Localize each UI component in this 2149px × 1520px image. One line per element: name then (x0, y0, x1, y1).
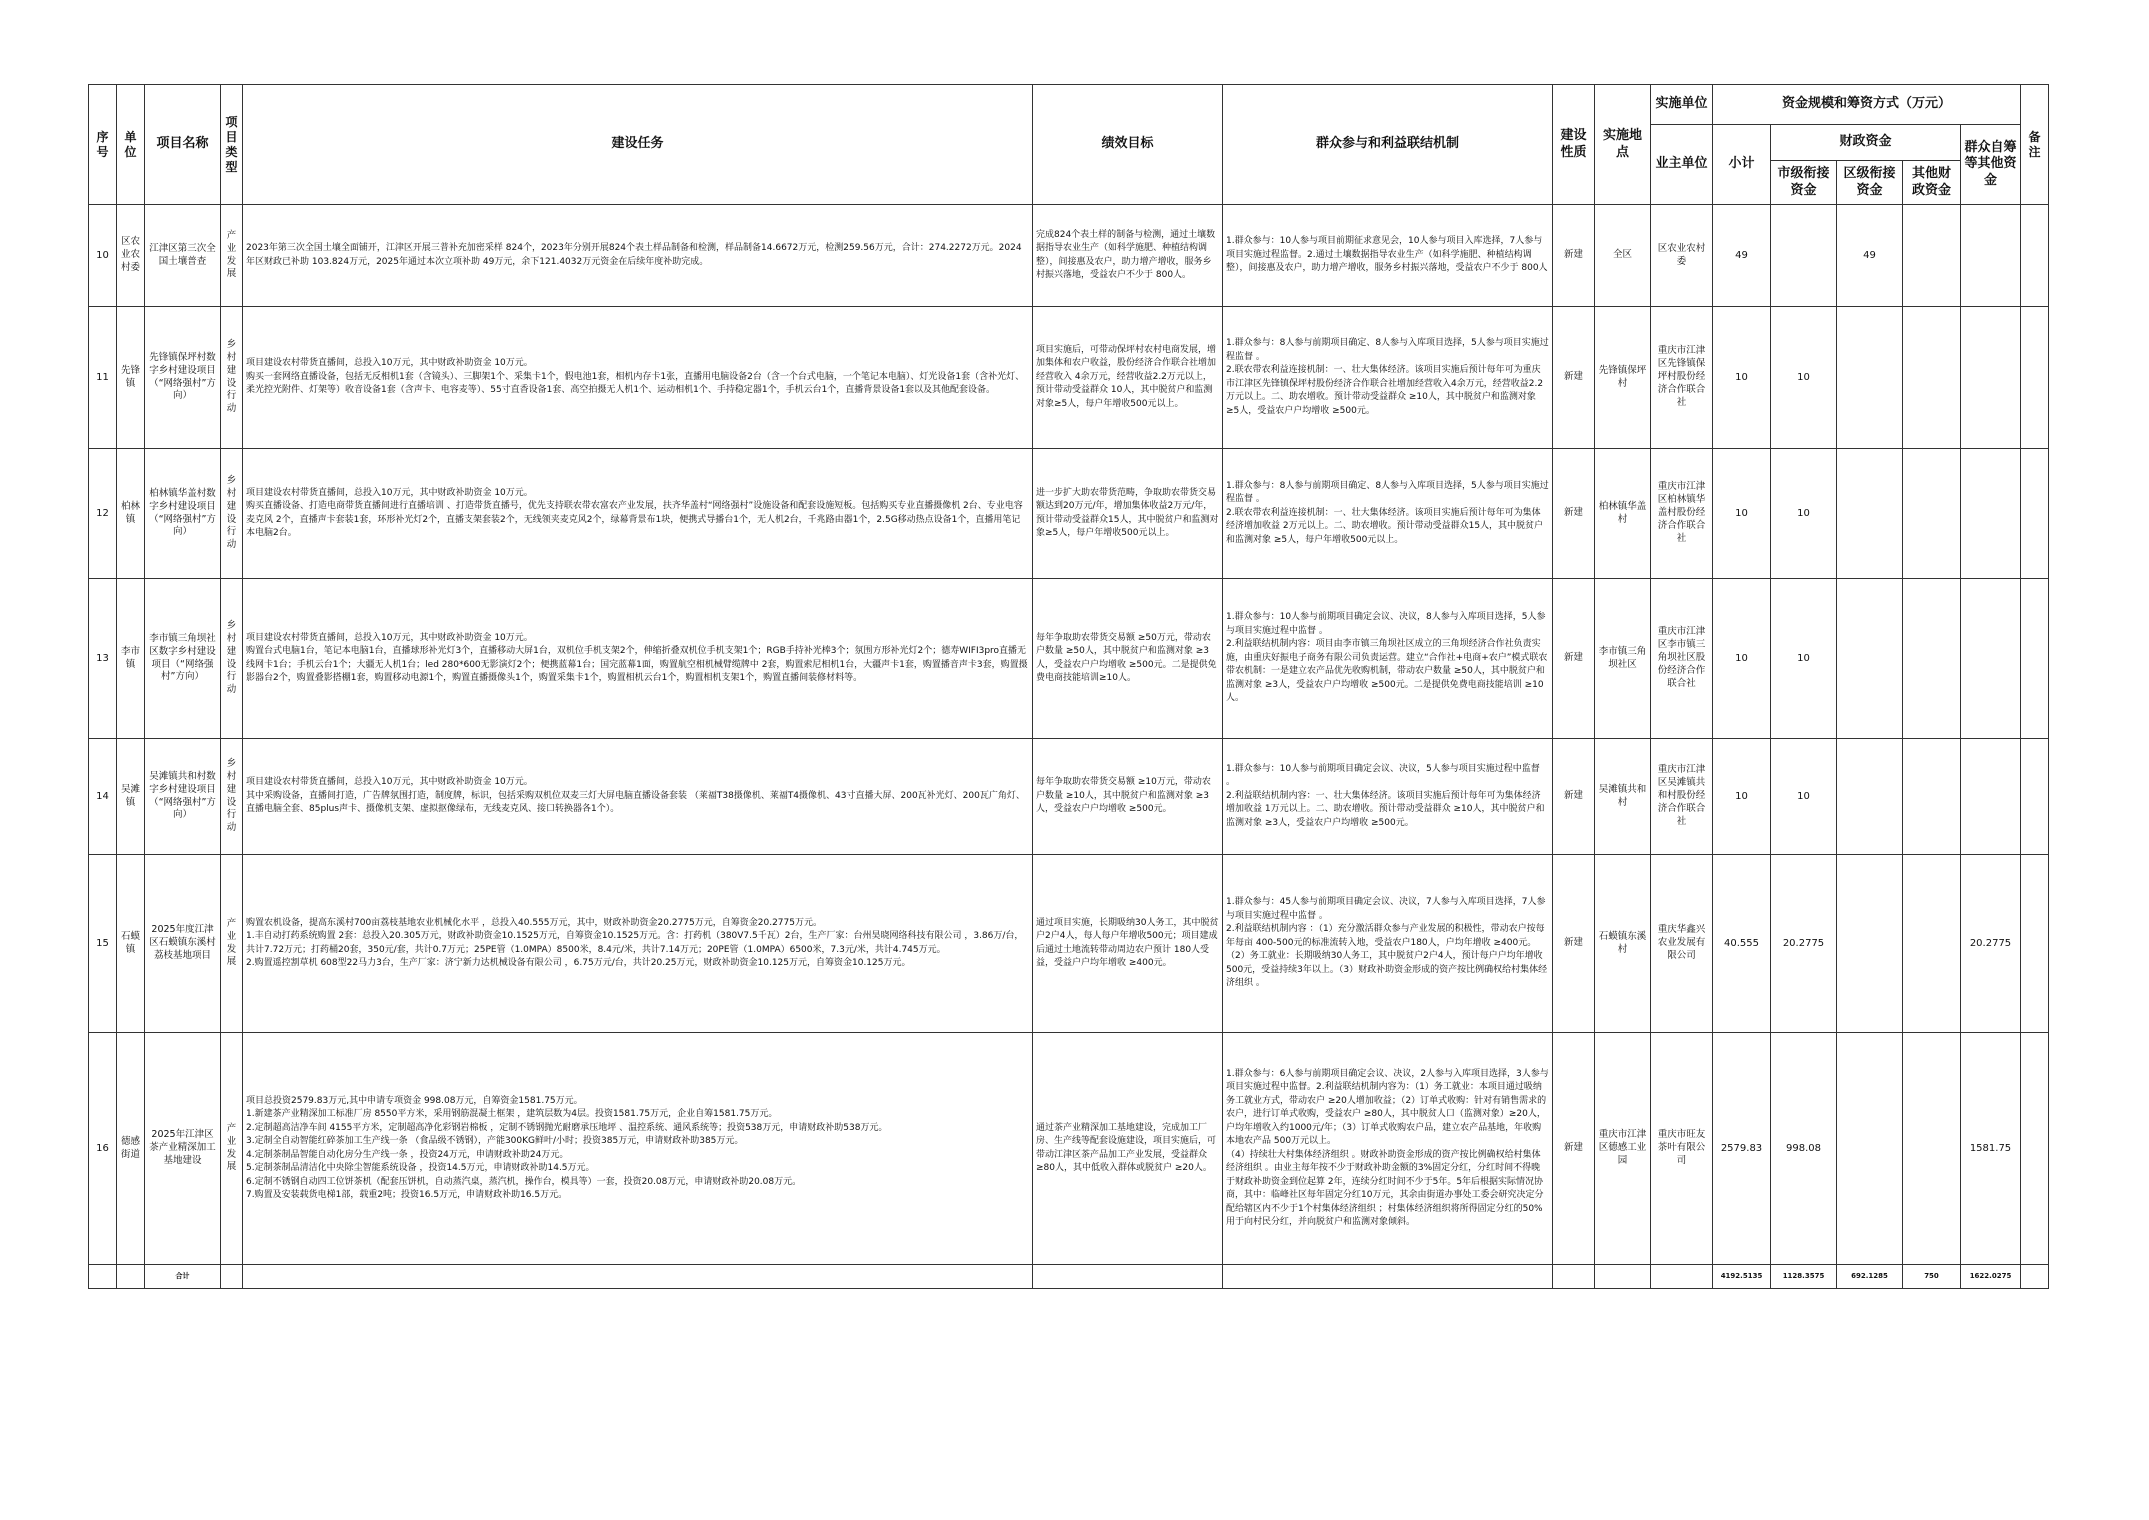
cell-mech: 1.群众参与：10人参与项目前期征求意见会，10人参与项目入库选择，7人参与项目实施过程监督。2.通过土壤数据指导农业生产（如科学施肥、种植结构调整），间接惠及农户，助力增产增收，服务乡村振兴落地，受益农户不少于 800人 (1223, 205, 1553, 307)
table-row (89, 1033, 2049, 1265)
cell-district (1837, 739, 1903, 855)
cell-other-fiscal (1903, 307, 1961, 449)
cell-remark (2021, 739, 2049, 855)
total-district: 692.1285 (1837, 1265, 1903, 1289)
cell-type: 产业发展 (221, 205, 243, 307)
cell-owner: 重庆市江津区柏林镇华盖村股份经济合作联合社 (1651, 449, 1713, 579)
cell-subtotal: 2579.83 (1713, 1033, 1771, 1265)
header-unit: 单位 (117, 85, 145, 205)
cell-nature: 新建 (1553, 1033, 1595, 1265)
header-mech: 群众参与和利益联结机制 (1223, 85, 1553, 205)
cell-type: 乡村建设行动 (221, 307, 243, 449)
cell-location: 李市镇三角坝社区 (1595, 579, 1651, 739)
table-row (89, 307, 2049, 449)
cell-seq: 16 (89, 1033, 117, 1265)
cell-nature: 新建 (1553, 855, 1595, 1033)
cell-name: 先锋镇保坪村数字乡村建设项目（“网络强村”方向） (145, 307, 221, 449)
cell-remark (2021, 579, 2049, 739)
cell-self-raised (1961, 307, 2021, 449)
cell-unit: 柏林镇 (117, 449, 145, 579)
cell-task: 项目总投资2579.83万元,其中申请专项资金 998.08万元，自筹资金1581.75万元。 1.新建茶产业精深加工标准厂房 8550平方米，采用钢筋混凝土框架 ，建筑层数为4层。投资1581.75万元，企业自筹1581.75万元。 2.定制超高洁净车间 4155平方米，定制超高净化彩钢岩棉板 ，定制不锈钢抛光耐磨承压地坪 、温控系统、通风系统等；投资538万元，申请财政补助538万元。 3.定制全自动智能红碎茶加工生产线一条 （食品级不锈钢），产能300KG鲜叶/小时；投资385万元，申请财政补助385万元。 4.定制茶制品智能自动化房分生产线一条 ，投资24万元，申请财政补助24万元。 5.定制茶制品清洁化中央除尘智能系统设备 ，投资14.5万元，申请财政补助14.5万元。 6.定制不锈钢自动四工位饼茶机（配套压饼机，自动蒸汽桌，蒸汽机，操作台，模具等）一套，投资20.08万元，申请财政补助20.08万元。 7.购置及安装载货电梯1部，载重2吨；投资16.5万元，申请财政补助16.5万元。 (243, 1033, 1033, 1265)
cell-goal: 通过茶产业精深加工基地建设，完成加工厂房、生产线等配套设施建设，项目实施后，可带动江津区茶产品加工产业发展，受益群众 ≥80人，其中低收入群体或脱贫户 ≥20人。 (1033, 1033, 1223, 1265)
cell-goal: 项目实施后，可带动保坪村农村电商发展，增加集体和农户收益，股份经济合作联合社增加经营收入 4余万元，经营收益2.2万元以上，预计带动受益群众 10人，其中脱贫户和监测对象≥5人，每户年增收500元以上。 (1033, 307, 1223, 449)
cell-subtotal: 10 (1713, 739, 1771, 855)
cell-seq: 10 (89, 205, 117, 307)
header-location: 实施地点 (1595, 85, 1651, 205)
cell-unit: 吴滩镇 (117, 739, 145, 855)
table-header (89, 85, 2049, 205)
total-subtotal: 4192.5135 (1713, 1265, 1771, 1289)
cell-district: 49 (1837, 205, 1903, 307)
cell-district (1837, 855, 1903, 1033)
header-goal: 绩效目标 (1033, 85, 1223, 205)
cell-subtotal: 40.555 (1713, 855, 1771, 1033)
cell-remark (2021, 1033, 2049, 1265)
total-empty (221, 1265, 243, 1289)
cell-goal: 每年争取助农带货交易额 ≥10万元，带动农户数量 ≥10人，其中脱贫户和监测对象 ≥3人，受益农户户均增收 ≥500元。 (1033, 739, 1223, 855)
cell-nature: 新建 (1553, 579, 1595, 739)
cell-unit: 石蟆镇 (117, 855, 145, 1033)
cell-city (1771, 205, 1837, 307)
cell-mech: 1.群众参与：45人参与前期项目确定会议、决议，7人参与入库项目选择，7人参与项目实施过程中监督 。 2.利益联结机制内容 ：（1）充分激活群众参与产业发展的积极性，带动农户按每年每亩 400-500元的标准流转入地，受益农户180人，户均年增收 ≥400元。（2）务工就业：长期吸纳30人务工，其中脱贫户2户4人，预计每户户均年增收500元，受益持续3年以上。（3）财政补助资金形成的资产按比例确权给村集体经济组织 。 (1223, 855, 1553, 1033)
cell-owner: 重庆市江津区吴滩镇共和村股份经济合作联合社 (1651, 739, 1713, 855)
cell-city: 998.08 (1771, 1033, 1837, 1265)
cell-nature: 新建 (1553, 205, 1595, 307)
project-table-sheet (88, 84, 2048, 1289)
total-city: 1128.3575 (1771, 1265, 1837, 1289)
total-empty (243, 1265, 1033, 1289)
cell-mech: 1.群众参与：10人参与前期项目确定会议、决议，5人参与项目实施过程中监督 。 2.利益联结机制内容：一、壮大集体经济。该项目实施后预计每年可为集体经济增加收益 1万元以上。二、助农增收。预计带动受益群众 ≥10人，其中脱贫户和监测对象 ≥3人，受益农户户均增收 ≥500元。 (1223, 739, 1553, 855)
cell-location: 全区 (1595, 205, 1651, 307)
total-self-raised: 1622.0275 (1961, 1265, 2021, 1289)
total-empty (1223, 1265, 1553, 1289)
header-other-fiscal: 其他财政资金 (1903, 161, 1961, 205)
cell-goal: 完成824个表土样的制备与检测，通过土壤数据指导农业生产（如科学施肥、种植结构调整），间接惠及农户，助力增产增收，服务乡村振兴落地，受益农户不少于 800人。 (1033, 205, 1223, 307)
cell-other-fiscal (1903, 205, 1961, 307)
total-label: 合计 (145, 1265, 221, 1289)
cell-nature: 新建 (1553, 307, 1595, 449)
cell-task: 项目建设农村带货直播间，总投入10万元，其中财政补助资金 10万元。 购置台式电脑1台，笔记本电脑1台，直播球形补光灯3个，直播移动大屏1台，双机位手机支架2个，伸缩折叠双机位手机支架1个；RGB手持补光棒3个；氛围方形补光灯2个；德寿WIFI3pro直播无线网卡1台；手机云台1个；大疆无人机1台；led 280*600无影演灯2个；便携蓝幕1台；国完蓝幕1面，购置航空相机械臂缆牌中 2套，购置索尼相机1台，大疆声卡1套，购置播音声卡3套，购置摄影器台2个，购置叠影搭棚1套，购置移动电源1个，购置直播摄像头1个，购置采集卡1个，购置相机云台1个，购置相机支架1个，购置直播间装修材料等。 (243, 579, 1033, 739)
cell-other-fiscal (1903, 1033, 1961, 1265)
total-empty (1553, 1265, 1595, 1289)
cell-remark (2021, 855, 2049, 1033)
cell-unit: 先锋镇 (117, 307, 145, 449)
cell-self-raised: 1581.75 (1961, 1033, 2021, 1265)
cell-owner: 区农业农村委 (1651, 205, 1713, 307)
total-row (89, 1265, 2049, 1289)
cell-task: 2023年第三次全国土壤全面铺开，江津区开展三普补充加密采样 824个，2023年分别开展824个表土样品制备和检测，样品制备14.6672万元，检测259.56万元，合计：274.2272万元。2024年区财政已补助 103.824万元，2025年通过本次立项补助 49万元，余下121.4032万元资金在后续年度补助完成。 (243, 205, 1033, 307)
cell-owner: 重庆市江津区李市镇三角坝社区股份经济合作联合社 (1651, 579, 1713, 739)
header-task: 建设任务 (243, 85, 1033, 205)
cell-city: 10 (1771, 579, 1837, 739)
cell-seq: 11 (89, 307, 117, 449)
cell-self-raised: 20.2775 (1961, 855, 2021, 1033)
cell-name: 李市镇三角坝社区数字乡村建设项目（“网络强村”方向） (145, 579, 221, 739)
header-district: 区级衔接资金 (1837, 161, 1903, 205)
cell-subtotal: 10 (1713, 579, 1771, 739)
cell-remark (2021, 205, 2049, 307)
cell-unit: 李市镇 (117, 579, 145, 739)
total-empty (89, 1265, 117, 1289)
header-funds: 资金规模和筹资方式（万元） (1713, 85, 2021, 125)
cell-self-raised (1961, 579, 2021, 739)
cell-remark (2021, 307, 2049, 449)
cell-name: 江津区第三次全国土壤普查 (145, 205, 221, 307)
header-city: 市级衔接资金 (1771, 161, 1837, 205)
cell-location: 先锋镇保坪村 (1595, 307, 1651, 449)
cell-subtotal: 10 (1713, 307, 1771, 449)
cell-self-raised (1961, 449, 2021, 579)
cell-subtotal: 10 (1713, 449, 1771, 579)
header-impl-unit: 实施单位 (1651, 85, 1713, 125)
cell-seq: 14 (89, 739, 117, 855)
cell-owner: 重庆市旺友茶叶有限公司 (1651, 1033, 1713, 1265)
cell-city: 10 (1771, 307, 1837, 449)
table-body (89, 205, 2049, 1289)
cell-city: 10 (1771, 739, 1837, 855)
cell-seq: 13 (89, 579, 117, 739)
table-row (89, 205, 2049, 307)
cell-other-fiscal (1903, 739, 1961, 855)
cell-goal: 通过项目实施，长期吸纳30人务工，其中脱贫户2户4人，每人每户年增收500元；项目建成后通过土地流转带动周边农户预计 180人受益，受益户户均年增收 ≥400元。 (1033, 855, 1223, 1033)
cell-location: 柏林镇华盖村 (1595, 449, 1651, 579)
cell-nature: 新建 (1553, 739, 1595, 855)
total-empty (1033, 1265, 1223, 1289)
cell-subtotal: 49 (1713, 205, 1771, 307)
cell-task: 项目建设农村带货直播间，总投入10万元，其中财政补助资金 10万元。 其中采购设备，直播间打造，广告牌氛围打造，制度牌，标识，包括采购双机位双麦三灯大屏电脑直播设备套装 （莱福T38摄像机、莱福T4摄像机、43寸直播大屏、200瓦补光灯、200瓦广角灯、直播电脑全套、85plus声卡、摄像机支架、虚拟抠像绿布，无线麦克风、接口转换器各1个）。 (243, 739, 1033, 855)
cell-seq: 12 (89, 449, 117, 579)
table-row (89, 739, 2049, 855)
cell-type: 乡村建设行动 (221, 449, 243, 579)
cell-remark (2021, 449, 2049, 579)
cell-other-fiscal (1903, 579, 1961, 739)
cell-goal: 进一步扩大助农带货范畴，争取助农带货交易额达到20万元/年，增加集体收益2万元/年，预计带动受益群众15人，其中脱贫户和监测对象≥5人，每户年增收500元以上。 (1033, 449, 1223, 579)
cell-type: 产业发展 (221, 855, 243, 1033)
cell-city: 10 (1771, 449, 1837, 579)
header-type: 项目类型 (221, 85, 243, 205)
total-other-fiscal: 750 (1903, 1265, 1961, 1289)
cell-task: 项目建设农村带货直播间，总投入10万元，其中财政补助资金 10万元。 购买直播设备、打造电商带货直播间进行直播培训 、打造带货直播号，优先支持联农带农富农产业发展，扶齐华盖村“网络强村”设施设备和配套设施短板。包括购买专业直播摄像机 2台、专业电容麦克风 2个，直播声卡套装1套，环形补光灯2个，直播支架套装2个，无线领夹麦克风2个，绿幕背景布1块，便携式导播台1个，无人机2台，千兆路由器1个，2.5G移动热点设备1个，直播用笔记本电脑2台。 (243, 449, 1033, 579)
cell-name: 2025年江津区茶产业精深加工基地建设 (145, 1033, 221, 1265)
cell-mech: 1.群众参与：8人参与前期项目确定、8人参与入库项目选择，5人参与项目实施过程监督 。 2.联农带农利益连接机制：一、壮大集体经济。该项目实施后预计每年可为集体经济增加收益 2万元以上。二、助农增收。预计带动受益群众15人，其中脱贫户和监测对象 ≥5人，每户年增收500元以上。 (1223, 449, 1553, 579)
header-name: 项目名称 (145, 85, 221, 205)
total-empty (2021, 1265, 2049, 1289)
cell-location: 石蟆镇东溪村 (1595, 855, 1651, 1033)
total-empty (1651, 1265, 1713, 1289)
total-empty (117, 1265, 145, 1289)
cell-district (1837, 307, 1903, 449)
cell-location: 吴滩镇共和村 (1595, 739, 1651, 855)
cell-district (1837, 579, 1903, 739)
table-row (89, 579, 2049, 739)
header-remark: 备注 (2021, 85, 2049, 205)
cell-self-raised (1961, 739, 2021, 855)
cell-mech: 1.群众参与：10人参与前期项目确定会议、决议，8人参与入库项目选择，5人参与项目实施过程中监督 。 2.利益联结机制内容：项目由李市镇三角坝社区成立的三角坝经济合作社负责实施，由重庆好振电子商务有限公司负责运营。建立“合作社+电商+农户”模式联农带农机制：一是建立农产品优先收购机制，带动农户数量 ≥50人，其中脱贫户和监测对象 ≥3人，受益农户户均增收 ≥500元。二是提供免费电商技能培训 ≥10人。 (1223, 579, 1553, 739)
cell-seq: 15 (89, 855, 117, 1033)
table-row (89, 855, 2049, 1033)
cell-task: 购置农机设备，提高东溪村700亩荔枝基地农业机械化水平 ，总投入40.555万元，其中，财政补助资金20.2775万元，自筹资金20.2775万元。 1.丰自动打药系统购置 2套：总投入20.305万元，财政补助资金10.1525万元，自筹资金10.1525万元。含：打药机（380V7.5千瓦）2台，生产厂家：台州昊晓网络科技有限公司 ，3.86万/台，共计7.72万元；打药桶20套，350元/套，共计0.7万元；25PE管（1.0MPA）8500米，8.4元/米，共计7.14万元；20PE管（1.0MPA）6500米，7.3元/米，共计4.745万元。 2.购置遥控割草机 608型22马力3台，生产厂家：济宁新力达机械设备有限公司 ，6.75万元/台，共计20.25万元，财政补助资金10.125万元，自筹资金10.125万元。 (243, 855, 1033, 1033)
cell-name: 柏林镇华盖村数字乡村建设项目（“网络强村”方向） (145, 449, 221, 579)
cell-district (1837, 1033, 1903, 1265)
cell-unit: 德感街道 (117, 1033, 145, 1265)
cell-goal: 每年争取助农带货交易额 ≥50万元，带动农户数量 ≥50人，其中脱贫户和监测对象 ≥3人，受益农户户均增收 ≥500元。二是提供免费电商技能培训≥10人。 (1033, 579, 1223, 739)
cell-owner: 重庆市江津区先锋镇保坪村股份经济合作联合社 (1651, 307, 1713, 449)
cell-name: 2025年度江津区石蟆镇东溪村荔枝基地项目 (145, 855, 221, 1033)
cell-other-fiscal (1903, 855, 1961, 1033)
cell-self-raised (1961, 205, 2021, 307)
cell-location: 重庆市江津区德感工业园 (1595, 1033, 1651, 1265)
cell-owner: 重庆华鑫兴农业发展有限公司 (1651, 855, 1713, 1033)
project-table (88, 84, 2049, 1289)
cell-type: 产业发展 (221, 1033, 243, 1265)
table-row (89, 449, 2049, 579)
cell-name: 吴滩镇共和村数字乡村建设项目（“网络强村”方向） (145, 739, 221, 855)
cell-unit: 区农业农村委 (117, 205, 145, 307)
cell-type: 乡村建设行动 (221, 739, 243, 855)
cell-nature: 新建 (1553, 449, 1595, 579)
cell-district (1837, 449, 1903, 579)
cell-mech: 1.群众参与：6人参与前期项目确定会议、决议，2人参与入库项目选择，3人参与项目实施过程中监督。2.利益联结机制内容为：（1）务工就业：本项目通过吸纳务工就业方式，带动农户 ≥20人增加收益；（2）订单式收购：针对有销售需求的农户，进行订单式收购，受益农户 ≥80人，其中脱贫人口（监测对象）≥20人，户均年增收入约1000元/年；（3）订单式收购农户品，建立农产品基地，年收购本地农产品 500万元以上。 （4）持续壮大村集体经济组织 。财政补助资金形成的资产按比例确权给村集体经济组织 。由业主每年按不少于财政补助金额的3%固定分红，分红时间不得晚于财政补助资金到位起算 2年，连续分红时间不少于5年。5年后根据实际情况协商，其中：临峰社区每年固定分红10万元，其余由街道办事处工委会研究决定分配给辖区内不少于1个村集体经济组织 ；村集体经济组织将所得固定分红的50%用于向村民分红，并向脱贫户和监测对象倾斜。 (1223, 1033, 1553, 1265)
cell-task: 项目建设农村带货直播间，总投入10万元，其中财政补助资金 10万元。 购买一套网络直播设备，包括无反相机1套（含镜头）、三脚架1个、采集卡1个，假电池1套，相机内存卡1张，直播用电脑设备2台（含一个台式电脑，一个笔记本电脑）、灯光设备1套（含补光灯、柔光控光附件、灯架等）收音设备1套（含声卡、电容麦等）、55寸直香设备1套、高空拍摄无人机1个、运动相机1个、手持稳定器1个，手机云台1个，直播背景设备1套以及其他配套设备。 (243, 307, 1033, 449)
cell-mech: 1.群众参与：8人参与前期项目确定、8人参与入库项目选择，5人参与项目实施过程监督 。 2.联农带农利益连接机制：一、壮大集体经济。该项目实施后预计每年可为重庆市江津区先锋镇保坪村股份经济合作联合社增加经营收入4余万元，经营收益2.2万元以上。二、助农增收。预计带动受益群众 ≥10人，其中脱贫户和监测对象≥5人，受益农户户均增收 ≥500元。 (1223, 307, 1553, 449)
cell-city: 20.2775 (1771, 855, 1837, 1033)
header-fiscal: 财政资金 (1771, 125, 1961, 161)
header-owner: 业主单位 (1651, 125, 1713, 205)
header-self-raised: 群众自筹等其他资金 (1961, 125, 2021, 205)
total-empty (1595, 1265, 1651, 1289)
cell-type: 乡村建设行动 (221, 579, 243, 739)
header-seq: 序号 (89, 85, 117, 205)
header-subtotal: 小计 (1713, 125, 1771, 205)
cell-other-fiscal (1903, 449, 1961, 579)
header-nature: 建设性质 (1553, 85, 1595, 205)
